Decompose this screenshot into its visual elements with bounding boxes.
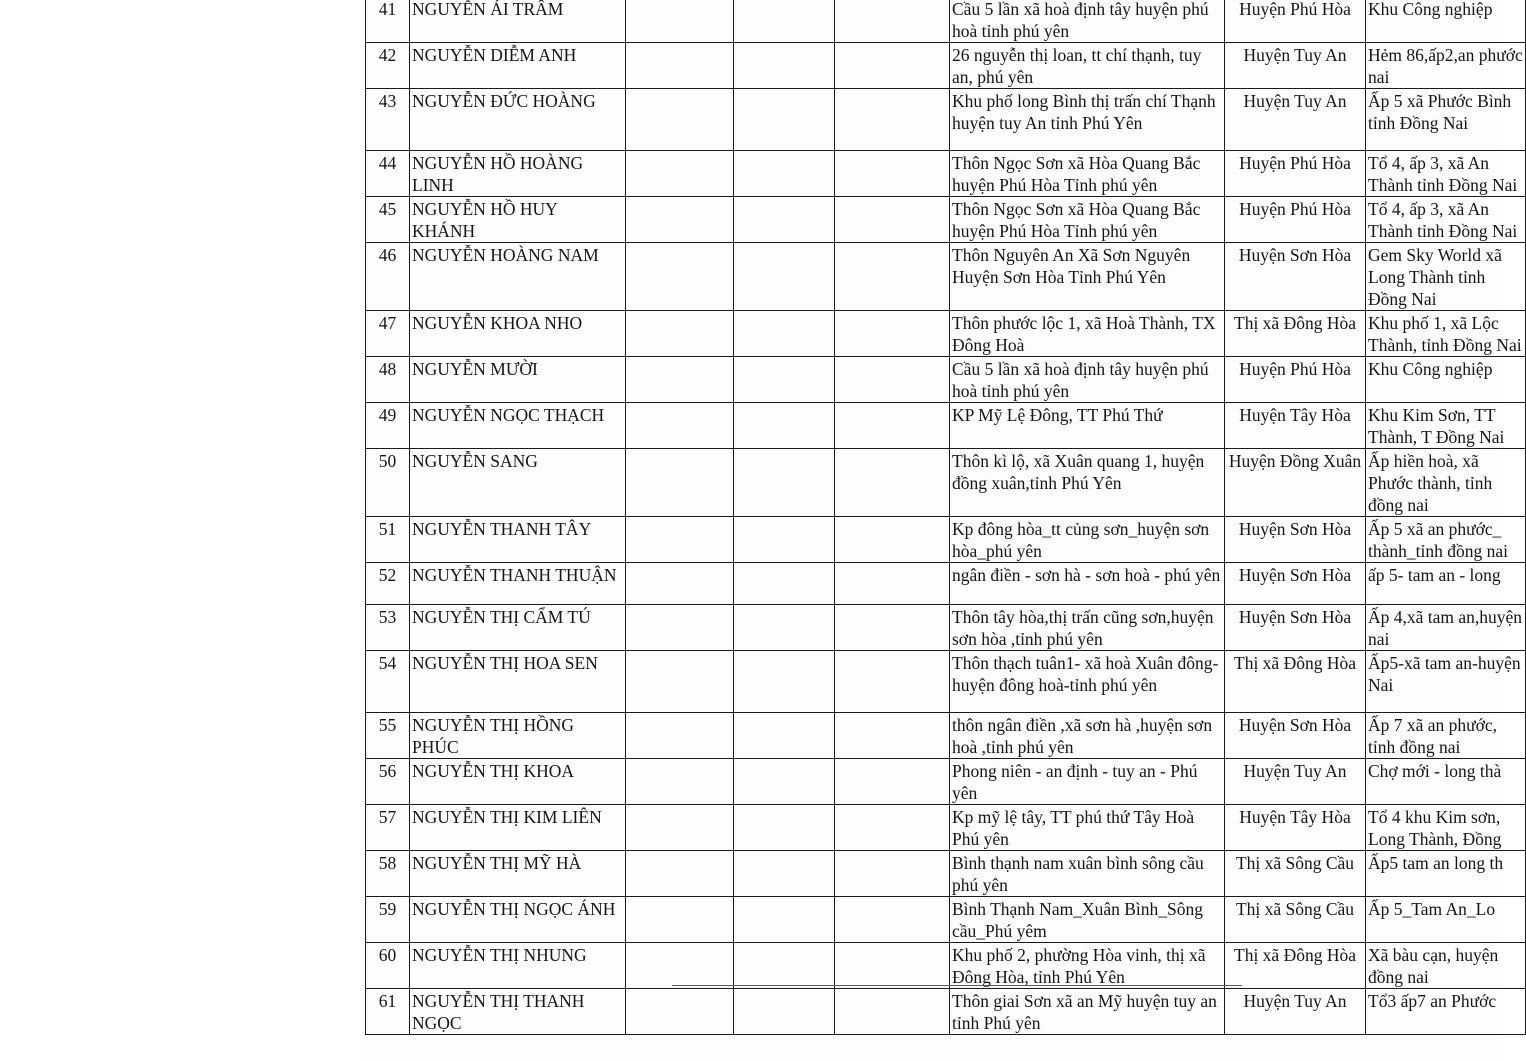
row-address: Thôn Ngọc Sơn xã Hòa Quang Bắc huyện Phú Hòa Tỉnh phú yên: [950, 197, 1225, 243]
table-row: [366, 989, 1526, 1035]
row-blank-3: [835, 151, 950, 197]
row-blank-1: [626, 89, 734, 151]
row-number: 59: [366, 897, 410, 943]
row-district: Thị xã Đông Hòa: [1225, 651, 1366, 713]
row-district: Huyện Tuy An: [1225, 989, 1366, 1035]
row-name: NGUYỄN KHOA NHO: [410, 311, 626, 357]
row-address: Cầu 5 lần xã hoà định tây huyện phú hoà tỉnh phú yên: [950, 0, 1225, 43]
row-blank-1: [626, 805, 734, 851]
table-row: [366, 357, 1526, 403]
row-work-location: Khu phố 1, xã Lộc Thành, tỉnh Đồng Nai: [1366, 311, 1526, 357]
row-address: Thôn tây hòa,thị trấn cũng sơn,huyện sơn hòa ,tỉnh phú yên: [950, 605, 1225, 651]
row-address: Thôn kì lộ, xã Xuân quang 1, huyện đồng xuân,tỉnh Phú Yên: [950, 449, 1225, 517]
row-blank-3: [835, 805, 950, 851]
row-blank-1: [626, 357, 734, 403]
row-work-location: Ấp 5 xã an phước_ thành_tỉnh đồng nai: [1366, 517, 1526, 563]
row-work-location: Ấp hiền hoà, xã Phước thành, tỉnh đồng nai: [1366, 449, 1526, 517]
row-address: KP Mỹ Lệ Đông, TT Phú Thứ: [950, 403, 1225, 449]
row-number: 60: [366, 943, 410, 989]
row-blank-2: [734, 605, 835, 651]
row-district: Huyện Sơn Hòa: [1225, 713, 1366, 759]
row-blank-3: [835, 651, 950, 713]
row-blank-1: [626, 563, 734, 605]
row-number: 45: [366, 197, 410, 243]
row-address: Phong niên - an định - tuy an - Phú yên: [950, 759, 1225, 805]
row-district: Huyện Tuy An: [1225, 759, 1366, 805]
row-blank-2: [734, 989, 835, 1035]
row-blank-1: [626, 0, 734, 43]
row-number: 41: [366, 0, 410, 43]
row-address: Kp đông hòa_tt củng sơn_huyện sơn hòa_phú yên: [950, 517, 1225, 563]
row-number: 57: [366, 805, 410, 851]
row-number: 42: [366, 43, 410, 89]
row-number: 61: [366, 989, 410, 1035]
row-name: NGUYỄN THANH TÂY: [410, 517, 626, 563]
row-blank-1: [626, 605, 734, 651]
row-address: ngân điền - sơn hà - sơn hoà - phú yên: [950, 563, 1225, 605]
row-blank-2: [734, 805, 835, 851]
row-district: Huyện Sơn Hòa: [1225, 517, 1366, 563]
row-blank-2: [734, 43, 835, 89]
row-district: Huyện Tuy An: [1225, 89, 1366, 151]
row-district: Huyện Sơn Hòa: [1225, 605, 1366, 651]
row-name: NGUYỄN THỊ KHOA: [410, 759, 626, 805]
row-blank-2: [734, 449, 835, 517]
row-blank-1: [626, 897, 734, 943]
row-blank-2: [734, 243, 835, 311]
row-blank-3: [835, 403, 950, 449]
row-address: Thôn Nguyên An Xã Sơn Nguyên Huyện Sơn Hòa Tỉnh Phú Yên: [950, 243, 1225, 311]
row-district: Thị xã Sông Cầu: [1225, 897, 1366, 943]
row-number: 44: [366, 151, 410, 197]
row-blank-2: [734, 89, 835, 151]
row-number: 58: [366, 851, 410, 897]
table-row: [366, 89, 1526, 151]
table-row: [366, 943, 1526, 989]
table-row: [366, 243, 1526, 311]
row-blank-3: [835, 713, 950, 759]
row-blank-1: [626, 243, 734, 311]
row-blank-2: [734, 0, 835, 43]
row-work-location: Ấp 4,xã tam an,huyện nai: [1366, 605, 1526, 651]
row-work-location: Ấp 7 xã an phước, tỉnh đồng nai: [1366, 713, 1526, 759]
row-name: NGUYỄN MƯỜI: [410, 357, 626, 403]
row-blank-3: [835, 563, 950, 605]
row-district: Thị xã Đông Hòa: [1225, 311, 1366, 357]
row-name: NGUYỄN DIỄM ANH: [410, 43, 626, 89]
row-district: Huyện Phú Hòa: [1225, 0, 1366, 43]
row-work-location: ấp 5- tam an - long: [1366, 563, 1526, 605]
row-address: Khu phố long Bình thị trấn chí Thạnh huyện tuy An tỉnh Phú Yên: [950, 89, 1225, 151]
row-district: Huyện Sơn Hòa: [1225, 243, 1366, 311]
row-blank-2: [734, 357, 835, 403]
row-work-location: Khu Kim Sơn, TT Thành, T Đồng Nai: [1366, 403, 1526, 449]
row-number: 55: [366, 713, 410, 759]
row-blank-3: [835, 449, 950, 517]
row-name: NGUYỄN HỒ HOÀNG LINH: [410, 151, 626, 197]
row-blank-2: [734, 713, 835, 759]
row-work-location: Ấp 5_Tam An_Lo: [1366, 897, 1526, 943]
row-work-location: Tổ 4 khu Kim sơn, Long Thành, Đồng: [1366, 805, 1526, 851]
row-blank-2: [734, 897, 835, 943]
row-number: 50: [366, 449, 410, 517]
row-work-location: Xã bàu cạn, huyện đồng nai: [1366, 943, 1526, 989]
row-address: Bình Thạnh Nam_Xuân Bình_Sông cầu_Phú yêm: [950, 897, 1225, 943]
row-work-location: Ấp5 tam an long th: [1366, 851, 1526, 897]
row-number: 46: [366, 243, 410, 311]
row-blank-2: [734, 759, 835, 805]
row-blank-3: [835, 759, 950, 805]
row-name: NGUYỄN THỊ CẨM TÚ: [410, 605, 626, 651]
row-work-location: Khu Công nghiệp: [1366, 0, 1526, 43]
row-address: 26 nguyễn thị loan, tt chí thạnh, tuy an, phú yên: [950, 43, 1225, 89]
row-blank-1: [626, 311, 734, 357]
row-blank-1: [626, 403, 734, 449]
table-row: [366, 805, 1526, 851]
row-number: 53: [366, 605, 410, 651]
table-row: [366, 605, 1526, 651]
row-address: thôn ngân điền ,xã sơn hà ,huyện sơn hoà ,tỉnh phú yên: [950, 713, 1225, 759]
row-blank-1: [626, 651, 734, 713]
table-row: [366, 897, 1526, 943]
row-name: NGUYỄN SANG: [410, 449, 626, 517]
row-address: Thôn giai Sơn xã an Mỹ huyện tuy an tỉnh Phú yên: [950, 989, 1225, 1035]
footer-rule: [672, 985, 1242, 986]
roster-body: [366, 0, 1526, 1035]
row-blank-3: [835, 197, 950, 243]
row-blank-1: [626, 713, 734, 759]
row-blank-3: [835, 89, 950, 151]
row-work-location: Tổ3 ấp7 an Phước: [1366, 989, 1526, 1035]
row-address: Thôn phước lộc 1, xã Hoà Thành, TX Đông Hoà: [950, 311, 1225, 357]
row-address: Bình thạnh nam xuân bình sông cầu phú yên: [950, 851, 1225, 897]
row-district: Thị xã Sông Cầu: [1225, 851, 1366, 897]
table-row: [366, 197, 1526, 243]
row-work-location: Chợ mới - long thà: [1366, 759, 1526, 805]
row-blank-1: [626, 517, 734, 563]
row-number: 48: [366, 357, 410, 403]
row-blank-1: [626, 449, 734, 517]
row-district: Huyện Phú Hòa: [1225, 357, 1366, 403]
row-address: Thôn Ngọc Sơn xã Hòa Quang Bắc huyện Phú Hòa Tỉnh phú yên: [950, 151, 1225, 197]
row-work-location: Hẻm 86,ấp2,an phước nai: [1366, 43, 1526, 89]
row-work-location: Ấp5-xã tam an-huyện Nai: [1366, 651, 1526, 713]
row-name: NGUYỄN NGỌC THẠCH: [410, 403, 626, 449]
row-work-location: Tổ 4, ấp 3, xã An Thành tỉnh Đồng Nai: [1366, 197, 1526, 243]
table-row: [366, 563, 1526, 605]
row-blank-1: [626, 989, 734, 1035]
row-name: NGUYỄN ÁI TRÂM: [410, 0, 626, 43]
row-district: Huyện Tuy An: [1225, 43, 1366, 89]
row-number: 56: [366, 759, 410, 805]
row-blank-3: [835, 43, 950, 89]
row-blank-1: [626, 43, 734, 89]
row-name: NGUYỄN HỒ HUY KHÁNH: [410, 197, 626, 243]
row-number: 51: [366, 517, 410, 563]
row-work-location: Ấp 5 xã Phước Bình tỉnh Đồng Nai: [1366, 89, 1526, 151]
row-blank-3: [835, 943, 950, 989]
row-blank-1: [626, 759, 734, 805]
table-row: [366, 43, 1526, 89]
row-blank-3: [835, 311, 950, 357]
table-row: [366, 403, 1526, 449]
row-blank-1: [626, 197, 734, 243]
row-blank-2: [734, 517, 835, 563]
row-district: Huyện Tây Hòa: [1225, 805, 1366, 851]
row-blank-2: [734, 651, 835, 713]
table-row: [366, 759, 1526, 805]
row-blank-2: [734, 197, 835, 243]
row-address: Kp mỹ lệ tây, TT phú thứ Tây Hoà Phú yên: [950, 805, 1225, 851]
row-blank-3: [835, 243, 950, 311]
row-district: Huyện Tây Hòa: [1225, 403, 1366, 449]
row-number: 43: [366, 89, 410, 151]
table-row: [366, 151, 1526, 197]
left-margin: [0, 0, 360, 1060]
row-blank-2: [734, 851, 835, 897]
row-name: NGUYỄN HOÀNG NAM: [410, 243, 626, 311]
row-district: Thị xã Đông Hòa: [1225, 943, 1366, 989]
row-blank-1: [626, 151, 734, 197]
row-blank-2: [734, 151, 835, 197]
row-district: Huyện Phú Hòa: [1225, 197, 1366, 243]
row-name: NGUYỄN THỊ NGỌC ÁNH: [410, 897, 626, 943]
row-work-location: Tổ 4, ấp 3, xã An Thành tỉnh Đồng Nai: [1366, 151, 1526, 197]
row-blank-1: [626, 943, 734, 989]
row-name: NGUYỄN THỊ KIM LIÊN: [410, 805, 626, 851]
row-work-location: Khu Công nghiệp: [1366, 357, 1526, 403]
row-district: Huyện Phú Hòa: [1225, 151, 1366, 197]
table-row: [366, 449, 1526, 517]
row-blank-3: [835, 605, 950, 651]
row-name: NGUYỄN THỊ NHUNG: [410, 943, 626, 989]
row-name: NGUYỄN THỊ HỒNG PHÚC: [410, 713, 626, 759]
table-row: [366, 651, 1526, 713]
table-row: [366, 851, 1526, 897]
row-blank-3: [835, 357, 950, 403]
row-address: Khu phố 2, phường Hòa vinh, thị xã Đông Hòa, tỉnh Phú Yên: [950, 943, 1225, 989]
row-number: 54: [366, 651, 410, 713]
row-address: Thôn thạch tuân1- xã hoà Xuân đông-huyện đông hoà-tỉnh phú yên: [950, 651, 1225, 713]
row-blank-3: [835, 851, 950, 897]
row-blank-3: [835, 989, 950, 1035]
row-blank-2: [734, 943, 835, 989]
row-address: Cầu 5 lần xã hoà định tây huyện phú hoà tỉnh phú yên: [950, 357, 1225, 403]
row-name: NGUYỄN THỊ HOA SEN: [410, 651, 626, 713]
row-blank-3: [835, 517, 950, 563]
row-work-location: Gem Sky World xã Long Thành tỉnh Đồng Nai: [1366, 243, 1526, 311]
row-district: Huyện Sơn Hòa: [1225, 563, 1366, 605]
row-number: 47: [366, 311, 410, 357]
roster-table: [365, 0, 1526, 1035]
row-number: 49: [366, 403, 410, 449]
row-blank-3: [835, 0, 950, 43]
table-row: [366, 713, 1526, 759]
table-row: [366, 517, 1526, 563]
row-name: NGUYỄN THỊ THANH NGỌC: [410, 989, 626, 1035]
row-name: NGUYỄN ĐỨC HOÀNG: [410, 89, 626, 151]
row-blank-2: [734, 403, 835, 449]
row-blank-1: [626, 851, 734, 897]
row-district: Huyện Đồng Xuân: [1225, 449, 1366, 517]
table-row: [366, 311, 1526, 357]
row-blank-2: [734, 311, 835, 357]
table-row: [366, 0, 1526, 43]
row-name: NGUYỄN THANH THUẬN: [410, 563, 626, 605]
row-blank-2: [734, 563, 835, 605]
row-blank-3: [835, 897, 950, 943]
row-name: NGUYỄN THỊ MỸ HÀ: [410, 851, 626, 897]
row-number: 52: [366, 563, 410, 605]
